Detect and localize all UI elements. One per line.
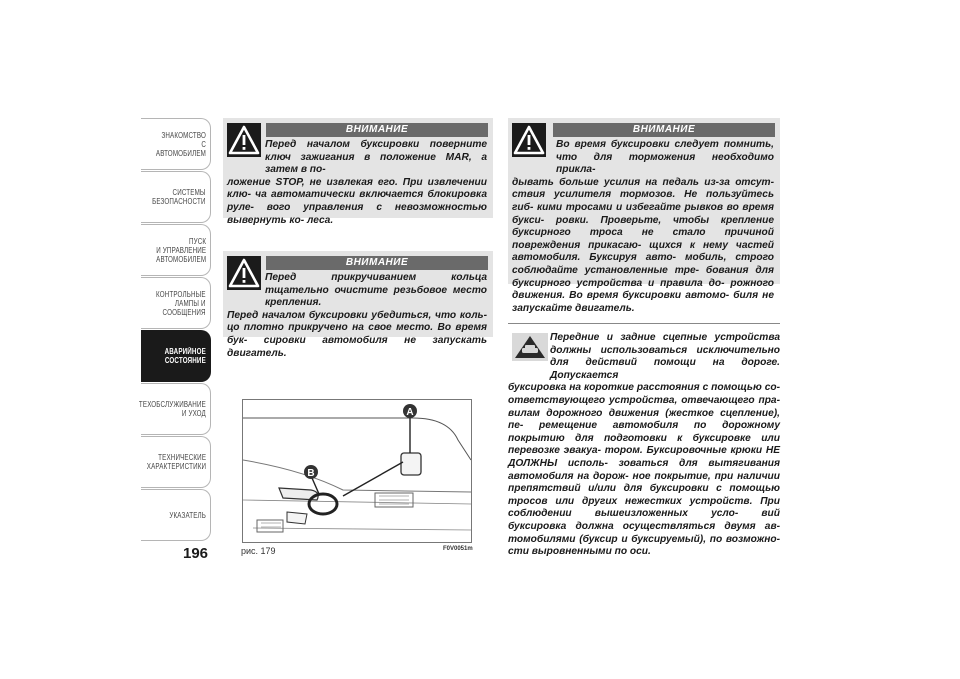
tab-safety[interactable] [141,171,211,223]
warning-triangle-icon [512,123,546,157]
tab-label: УКАЗАТЕЛЬ [169,510,206,520]
warning-text-lead: Перед прикручиванием кольца тщательно очистите резьбовое место крепления. [265,272,487,309]
figure-tow-hook-illustration [242,399,472,543]
tab-label: ЗНАКОМСТВО С АВТОМОБИЛЕМ [155,130,206,158]
warning-box-ignition [223,118,493,226]
warning-box-braking [508,118,780,314]
info-text-lead: Передние и задние сцепные устройства должны использоваться исключительно для действий помощи на дороге. Допускается [550,332,780,381]
tab-intro[interactable] [141,118,211,170]
tab-warning-lights[interactable] [141,277,211,329]
warning-text-lead: Во время буксировки следует помнить, что для торможения необходимо прикла- [556,139,774,176]
warning-text-body: Перед началом буксировки убедиться, что коль- цо плотно прикручено на свое место. Во время бук- сировки автомобиля не запускать двигатель. [227,309,487,359]
warning-heading: ВНИМАНИЕ [553,123,775,137]
warning-text-body: дывать больше усилия на педаль из-за отсут- ствия усилителя тормозов. Не пользуйтесь гиб- кими тросами и избегайте рывков во время букси- ровки. Проверьте, чтобы крепление буксирного троса не стало причиной повреждения прикасаю- щихся к нему частей автомобиля. Буксируя авто- мобиль, строго соблюдайте установленные тре- бования для буксирного устройства и правила до- рожного движения. Во время буксировки автомо- биля не запускайте двигатель. [512,176,774,314]
car-tow-icon [512,333,548,361]
warning-text-lead: Перед началом буксировки поверните ключ зажигания в положение MAR, а затем в по- [265,139,487,176]
warning-text-body: ложение STOP, не извлекая его. При извлечении клю- ча автоматически включается блокировка руле- вого управления с невозможностью вывернуть ко- леса. [227,176,487,226]
warning-heading: ВНИМАНИЕ [266,123,488,137]
info-text-body: буксировка на короткие расстояния с помощью со- ответствующего устройства, отвечающего пра- вилам дорожного движения (жесткое сцепление), пе- ремещение автомобиля по дорожному покрытию для подготовки к буксировке или перевозке эвакуа- тором. Буксировочные крюки НЕ ДОЛЖНЫ исполь- зоваться для вытягивания автомобиля на дорож- ное покрытие, при наличии препятствий и/или для буксировки с помощью тросов или других нежестких устройств. При соблюдении вышеизложенных усло- вий буксировка должна осуществляться двумя ав- томобилями (буксир и буксируемый), по возможно- сти выровненными по оси. [508,382,780,558]
page-number: 196 [183,545,209,562]
tab-label: ТЕХНИЧЕСКИЕ ХАРАКТЕРИСТИКИ [146,453,206,471]
tab-label: ПУСК И УПРАВЛЕНИЕ АВТОМОБИЛЕМ [155,236,206,264]
tow-hook-drawing [243,400,471,542]
tab-index[interactable] [141,489,211,541]
callout-label-b: B [307,468,315,479]
info-box-towing-devices [508,323,780,559]
tab-label: СИСТЕМЫ БЕЗОПАСНОСТИ [152,188,206,206]
warning-triangle-icon [227,123,261,157]
tab-specs[interactable] [141,436,211,488]
tab-maintenance[interactable] [138,383,211,435]
figure-code: F0V0051m [443,546,473,552]
warning-heading: ВНИМАНИЕ [266,256,488,270]
tab-start-driving[interactable] [141,224,211,276]
warning-box-tow-ring [223,251,493,359]
figure-caption: рис. 179 [241,546,276,556]
tab-emergency[interactable] [141,330,211,382]
warning-triangle-icon [227,256,261,290]
callout-label-a: A [406,407,414,418]
tab-label: АВАРИЙНОЕ СОСТОЯНИЕ [164,347,206,365]
tab-label: КОНТРОЛЬНЫЕ ЛАМПЫ И СООБЩЕНИЯ [156,289,206,317]
tab-label: ТЕХОБСЛУЖИВАНИЕ И УХОД [138,400,206,418]
